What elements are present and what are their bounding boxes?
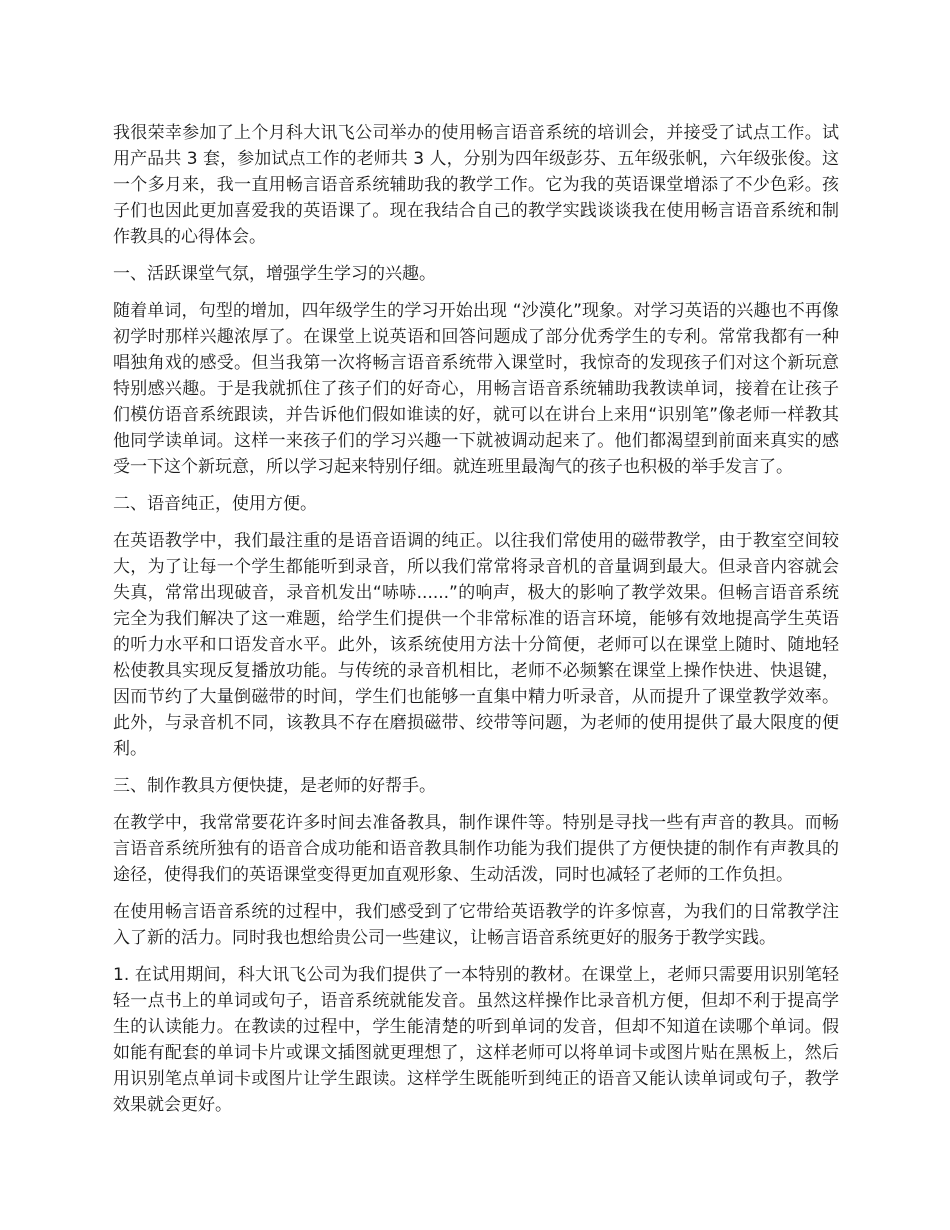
section-3-paragraph: 在教学中，我常常要花许多时间去准备教具，制作课件等。特别是寻找一些有声音的教具。而畅言语音系统所独有的语音合成功能和语音教具制作功能为我们提供了方便快捷的制作有声教具的途径，使得我们的英语课堂变得更加直观形象、生动活泼，同时也减轻了老师的工作负担。 [113, 813, 839, 885]
section-2-paragraph: 在英语教学中，我们最注重的是语音语调的纯正。以往我们常使用的磁带教学，由于教室空间较大，为了让每一个学生都能听到录音，所以我们常常将录音机的音量调到最大。但录音内容就会失真，常常出现破音，录音机发出“哧哧......”的响声，极大的影响了教学效果。但畅言语音系统完全为我们解决了这一难题，给学生们提供一个非常标准的语言环境，能够有效地提高学生英语的听力水平和口语发音水平。此外，该系统使用方法十分简便，老师可以在课堂上随时、随地轻松使教具实现反复播放功能。与传统的录音机相比，老师不必频繁在课堂上操作快进、快退键，因而节约了大量倒磁带的时间，学生们也能够一直集中精力听录音，从而提升了课堂教学效率。此外，与录音机不同，该教具不存在磨损磁带、绞带等问题，为老师的使用提供了最大限度的便利。 [113, 531, 839, 759]
suggestion-1-paragraph: 1. 在试用期间，科大讯飞公司为我们提供了一本特别的教材。在课堂上，老师只需要用识别笔轻轻一点书上的单词或句子，语音系统就能发音。虽然这样操作比录音机方便，但却不利于提高学生的认读能力。在教读的过程中，学生能清楚的听到单词的发音，但却不知道在读哪个单词。假如能有配套的单词卡片或课文插图就更理想了，这样老师可以将单词卡或图片贴在黑板上，然后用识别笔点单词卡或图片让学生跟读。这样学生既能听到纯正的语音又能认读单词或句子，教学效果就会更好。 [113, 965, 839, 1115]
section-heading-1: 一、活跃课堂气氛，增强学生学习的兴趣。 [113, 264, 436, 284]
section-heading-3: 三、制作教具方便快捷，是老师的好帮手。 [113, 776, 436, 796]
summary-paragraph: 在使用畅言语音系统的过程中，我们感受到了它带给英语教学的许多惊喜，为我们的日常教学注入了新的活力。同时我也想给贵公司一些建议，让畅言语音系统更好的服务于教学实践。 [113, 902, 839, 948]
section-1-paragraph: 随着单词，句型的增加，四年级学生的学习开始出现 “沙漠化”现象。对学习英语的兴趣也不再像初学时那样兴趣浓厚了。在课堂上说英语和回答问题成了部分优秀学生的专利。常常我都有一种唱独角戏的感受。但当我第一次将畅言语音系统带入课堂时，我惊奇的发现孩子们对这个新玩意特别感兴趣。于是我就抓住了孩子们的好奇心，用畅言语音系统辅助我教读单词，接着在让孩子们模仿语音系统跟读，并告诉他们假如谁读的好，就可以在讲台上来用“识别笔”像老师一样教其他同学读单词。这样一来孩子们的学习兴趣一下就被调动起来了。他们都渴望到前面来真实的感受一下这个新玩意，所以学习起来特别仔细。就连班里最淘气的孩子也积极的举手发言了。 [113, 301, 839, 477]
document-page [113, 120, 839, 1129]
intro-paragraph: 我很荣幸参加了上个月科大讯飞公司举办的使用畅言语音系统的培训会，并接受了试点工作。试用产品共 3 套，参加试点工作的老师共 3 人，分别为四年级彭芬、五年级张帆，六年级张俊。这一个多月来，我一直用畅言语音系统辅助我的教学工作。它为我的英语课堂增添了不少色彩。孩子们也因此更加喜爱我的英语课了。现在我结合自己的教学实践谈谈我在使用畅言语音系统和制作教具的心得体会。 [113, 123, 839, 247]
section-heading-2: 二、语音纯正，使用方便。 [113, 494, 317, 514]
